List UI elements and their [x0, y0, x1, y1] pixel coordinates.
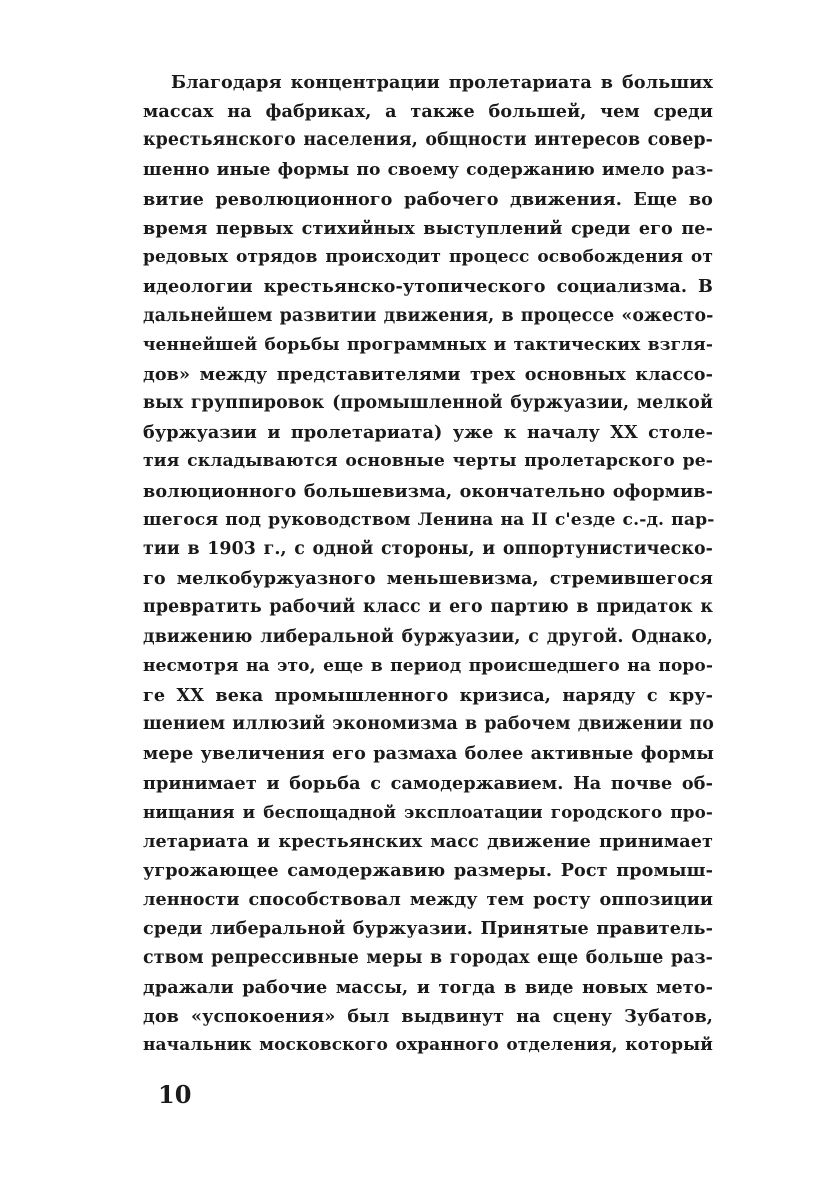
text-line: Благодаря концентрации пролетариата в больших — [171, 72, 713, 93]
text-line: ством репрессивные меры в городах еще больше раз- — [143, 947, 713, 968]
text-line: дов» между представителями трех основных классо- — [143, 363, 713, 385]
text-line: идеологии крестьянско-утопического социализма. В — [143, 276, 713, 298]
text-line: шегося под руководством Ленина на II с'езде с.-д. пар- — [143, 509, 715, 530]
text-line: угрожающее самодержавию размеры. Рост промыш- — [143, 860, 713, 882]
text-line: нищания и беспощадной эксплоатации городского про- — [143, 801, 713, 822]
text-line: крестьянского населения, общности интересов совер- — [143, 130, 713, 151]
text-line: тия складываются основные черты пролетарского ре- — [143, 451, 713, 472]
text-line: тии в 1903 г., с одной стороны, и оппортунистическо- — [143, 539, 713, 559]
text-line: превратить рабочий класс и его партию в придаток к — [143, 597, 713, 618]
text-line: дражали рабочие массы, и тогда в виде новых мето- — [143, 976, 713, 998]
text-line: принимает и борьба с самодержавием. На почве об- — [143, 772, 713, 794]
text-line: несмотря на это, еще в период происшедшего на поро- — [143, 655, 713, 676]
text-line: вых группировок (промышленной буржуазии, мелкой — [143, 393, 713, 414]
text-line: волюционного большевизма, окончательно оформив- — [143, 480, 713, 502]
text-line: го мелкобуржуазного меньшевизма, стремившегося — [143, 568, 713, 590]
text-line: витие революционного рабочего движения. Еще во — [143, 188, 713, 210]
text-line: движению либеральной буржуазии, с другой. Однако, — [143, 626, 713, 647]
text-line: дов «успокоения» был выдвинут на сцену Зубатов, — [143, 1006, 713, 1027]
text-line: начальник московского охранного отделения, который — [143, 1035, 713, 1056]
text-line: шением иллюзий экономизма в рабочем движении по — [143, 714, 714, 735]
text-line: дальнейшем развитии движения, в процессе «ожесто- — [143, 305, 714, 326]
text-line: мере увеличения его размаха более активные формы — [143, 743, 714, 765]
body-text — [143, 68, 713, 1060]
text-line: шенно иные формы по своему содержанию имело раз- — [143, 159, 714, 180]
text-line: редовых отрядов происходит процесс освобождения от — [143, 247, 713, 268]
text-line: массах на фабриках, а также большей, чем среди — [143, 101, 713, 123]
text-line: ленности способствовал между тем росту оппозиции — [143, 889, 713, 911]
page-number: 10 — [158, 1080, 192, 1109]
text-line: время первых стихийных выступлений среди его пе- — [143, 217, 713, 239]
text-line: среди либеральной буржуазии. Принятые правитель- — [143, 918, 713, 940]
text-line: летариата и крестьянских масс движение принимает — [143, 830, 713, 852]
text-line: ге XX века промышленного кризиса, наряду с кру- — [143, 684, 713, 706]
text-line: буржуазии и пролетариата) уже к началу XX столе- — [143, 422, 713, 444]
text-line: ченнейшей борьбы программных и тактических взгля- — [143, 334, 713, 355]
